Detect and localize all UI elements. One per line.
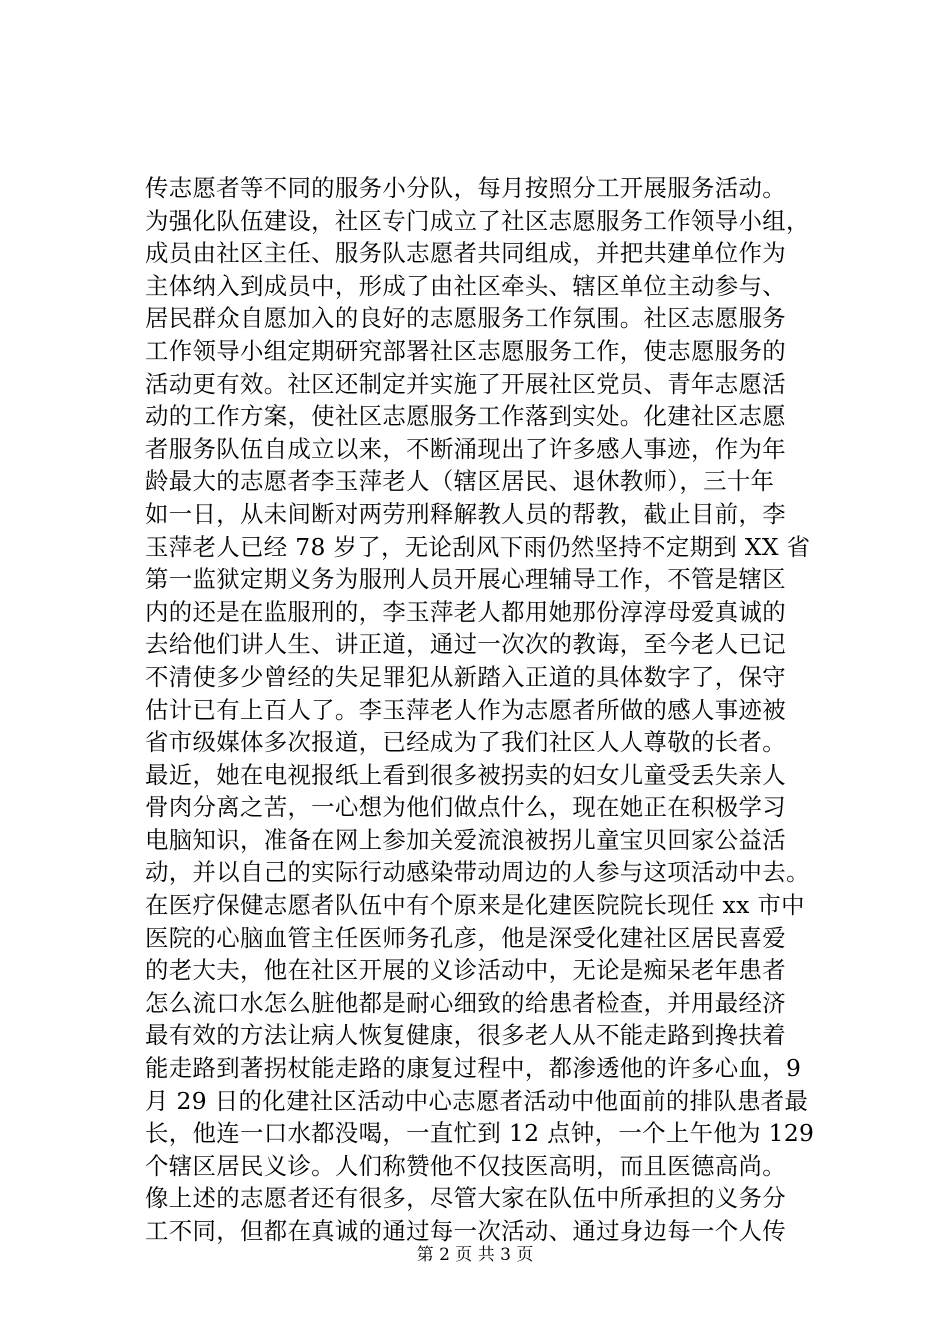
text-line: 能走路到著拐杖能走路的康复过程中，都渗透他的许多心血，9 (145, 1054, 802, 1083)
text-line: 工作领导小组定期研究部署社区志愿服务工作，使志愿服务的 (145, 336, 786, 365)
text-line: 估计已有上百人了。李玉萍老人作为志愿者所做的感人事迹被 (145, 695, 786, 724)
text-line: 主体纳入到成员中，形成了由社区牵头、辖区单位主动参与、 (145, 271, 786, 300)
text-line: 骨肉分离之苦，一心想为他们做点什么，现在她正在积极学习 (145, 793, 786, 822)
text-line: 工不同，但都在真诚的通过每一次活动、通过身边每一个人传 (145, 1217, 786, 1245)
text-line: 医院的心脑血管主任医师务孔彦，他是深受化建社区居民喜爱 (145, 923, 786, 952)
text-line: 不清使多少曾经的失足罪犯从新踏入正道的具体数字了，保守 (145, 662, 786, 691)
text-line: 如一日，从未间断对两劳刑释解教人员的帮教，截止目前，李 (145, 499, 786, 528)
text-line: 最有效的方法让病人恢复健康，很多老人从不能走路到搀扶着 (145, 1021, 786, 1050)
text-line: 省市级媒体多次报道，已经成为了我们社区人人尊敬的长者。 (145, 728, 786, 757)
text-line: 玉萍老人已经 78 岁了，无论刮风下雨仍然坚持不定期到 XX 省 (145, 532, 811, 561)
text-line: 去给他们讲人生、讲正道，通过一次次的教诲，至今老人已记 (145, 630, 786, 659)
page-number-footer: 第 2 页 共 3 页 (416, 1245, 534, 1265)
text-line: 在医疗保健志愿者队伍中有个原来是化建医院院长现任 xx 市中 (145, 891, 805, 920)
text-line: 怎么流口水怎么脏他都是耐心细致的给患者检查，并用最经济 (145, 988, 786, 1017)
body-text (145, 172, 865, 1248)
text-line: 最近，她在电视报纸上看到很多被拐卖的妇女儿童受丢失亲人 (145, 760, 786, 789)
text-line: 像上述的志愿者还有很多，尽管大家在队伍中所承担的义务分 (145, 1184, 786, 1213)
text-line: 龄最大的志愿者李玉萍老人（辖区居民、退休教师），三十年 (145, 467, 775, 496)
text-line: 动的工作方案，使社区志愿服务工作落到实处。化建社区志愿 (145, 402, 786, 431)
text-line: 者服务队伍自成立以来，不断涌现出了许多感人事迹，作为年 (145, 434, 786, 463)
text-line: 传志愿者等不同的服务小分队，每月按照分工开展服务活动。 (145, 174, 786, 202)
text-line: 个辖区居民义诊。人们称赞他不仅技医高明，而且医德高尚。 (145, 1151, 786, 1180)
text-line: 活动更有效。社区还制定并实施了开展社区党员、青年志愿活 (145, 369, 786, 398)
text-line: 动，并以自己的实际行动感染带动周边的人参与这项活动中去。 (145, 858, 810, 887)
text-line: 成员由社区主任、服务队志愿者共同组成，并把共建单位作为 (145, 239, 786, 268)
text-line: 居民群众自愿加入的良好的志愿服务工作氛围。社区志愿服务 (145, 304, 786, 333)
text-line: 月 29 日的化建社区活动中心志愿者活动中他面前的排队患者最 (145, 1086, 809, 1115)
text-line: 长，他连一口水都没喝，一直忙到 12 点钟，一个上午他为 129 (145, 1119, 815, 1148)
text-line: 电脑知识，准备在网上参加关爱流浪被拐儿童宝贝回家公益活 (145, 825, 786, 854)
text-line: 内的还是在监服刑的，李玉萍老人都用她那份淳淳母爱真诚的 (145, 597, 786, 626)
text-line: 为强化队伍建设，社区专门成立了社区志愿服务工作领导小组， (145, 206, 810, 235)
text-line: 第一监狱定期义务为服刑人员开展心理辅导工作，不管是辖区 (145, 565, 786, 594)
text-line: 的老大夫，他在社区开展的义诊活动中，无论是痴呆老年患者 (145, 956, 786, 985)
